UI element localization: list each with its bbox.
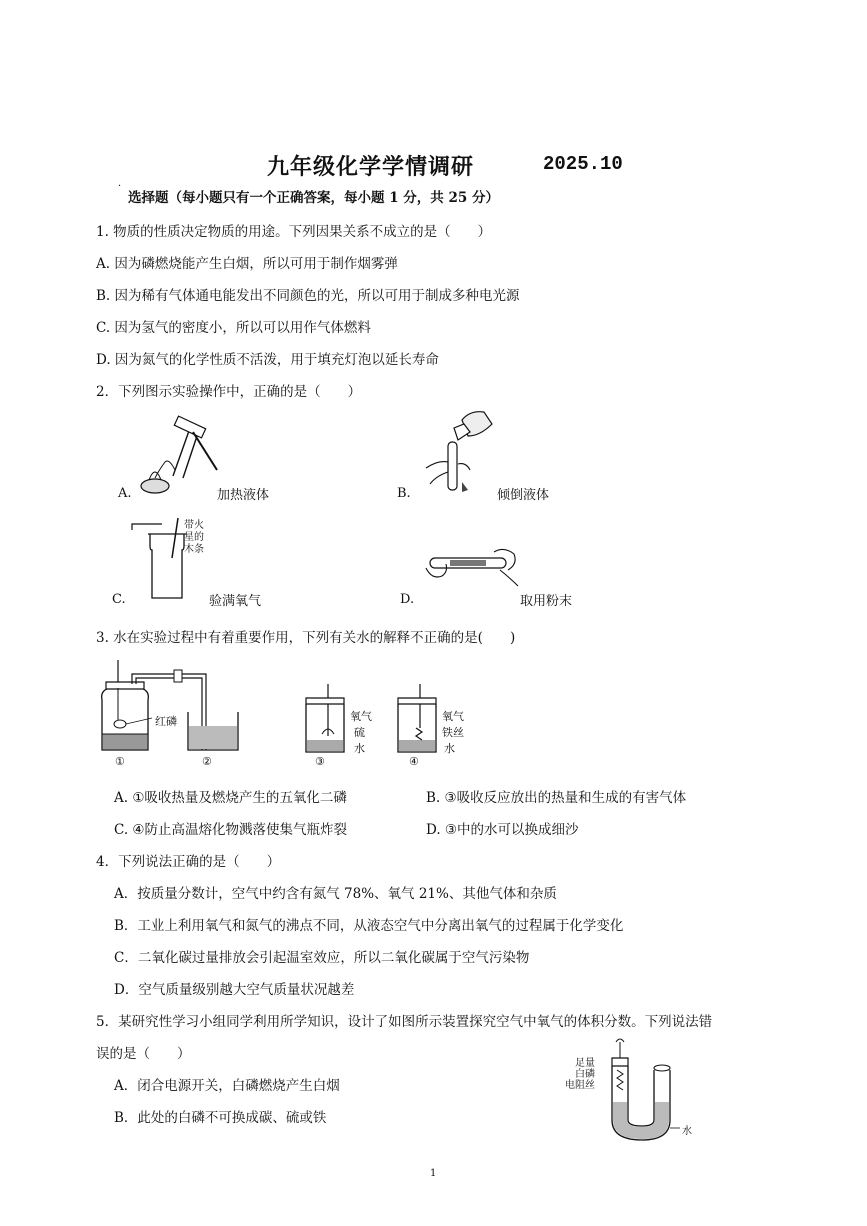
q3-option-b: B. ③吸收反应放出的热量和生成的有害气体 <box>426 790 687 806</box>
iron-wire-bottle-figure <box>392 684 442 756</box>
oxygen-check-figure <box>128 516 188 602</box>
label-red-phosphorus: 红磷 <box>155 715 177 728</box>
u-tube-water-label: 水 <box>682 1126 692 1137</box>
label-iron-wire: 铁丝 <box>442 726 464 739</box>
exam-title: 九年级化学学情调研 <box>267 154 475 180</box>
splint-label-line1: 带火 <box>184 520 204 531</box>
q2-a-caption: 加热液体 <box>217 488 270 503</box>
label-oxygen-4: 氧气 <box>442 710 464 723</box>
label-water-4: 水 <box>444 742 455 755</box>
u-tube-apparatus-figure <box>600 1036 690 1142</box>
q3-option-c: C. ④防止高温熔化物溅落使集气瓶炸裂 <box>114 822 348 838</box>
q3-option-a: A. ①吸收热量及燃烧产生的五氧化二磷 <box>114 790 347 806</box>
heating-liquid-figure <box>135 414 225 496</box>
phosphorus-apparatus-figure <box>96 660 256 756</box>
u-tube-label-line2: 白磷 <box>575 1069 595 1080</box>
q4-option-d: D．空气质量级别越大空气质量状况越差 <box>114 982 355 998</box>
taking-powder-figure <box>422 546 522 590</box>
q4-option-c: C．二氧化碳过量排放会引起温室效应，所以二氧化碳属于空气污染物 <box>114 950 530 966</box>
q2-stem: 2．下列图示实验操作中，正确的是（ ） <box>96 384 362 400</box>
q5-stem-line1: 5．某研究性学习小组同学利用所学知识，设计了如图所示装置探究空气中氧气的体积分数。下列说法错 <box>96 1014 713 1030</box>
q5-option-b: B．此处的白磷不可换成碳、硫或铁 <box>114 1110 327 1126</box>
q5-stem-line2: 误的是（ ） <box>96 1046 191 1062</box>
u-tube-label-line3: 电阻丝 <box>565 1080 595 1091</box>
label-oxygen-3: 氧气 <box>350 710 372 723</box>
u-tube-label-line1: 足量 <box>575 1058 595 1069</box>
label-num-2: ② <box>202 755 212 768</box>
q2-c-caption: 验满氧气 <box>209 594 262 609</box>
u-tube-label <box>565 1058 595 1091</box>
sulfur-bottle-figure <box>300 684 350 756</box>
q1-stem: 1. 物质的性质决定物质的用途。下列因果关系不成立的是（ ） <box>96 224 492 240</box>
q2-d-caption: 取用粉末 <box>520 594 573 609</box>
q3-stem: 3. 水在实验过程中有着重要作用，下列有关水的解释不正确的是( ) <box>96 630 516 646</box>
label-water-3: 水 <box>354 742 365 755</box>
section-heading: 选择题（每小题只有一个正确答案，每小题 1 分，共 25 分） <box>128 190 499 206</box>
label-num-4: ④ <box>409 755 419 768</box>
exam-date: 2025.10 <box>543 153 623 175</box>
label-sulfur: 硫 <box>354 726 365 739</box>
label-num-1: ① <box>115 755 125 768</box>
q5-option-a: A．闭合电源开关，白磷燃烧产生白烟 <box>114 1078 340 1094</box>
q2-d-letter: D. <box>400 592 415 607</box>
splint-label-line2: 星的 <box>184 532 204 543</box>
q4-option-b: B．工业上利用氧气和氮气的沸点不同，从液态空气中分离出氧气的过程属于化学变化 <box>114 918 624 934</box>
q1-option-c: C. 因为氢气的密度小，所以可以用作气体燃料 <box>96 320 371 336</box>
q4-option-a: A．按质量分数计，空气中约含有氮气 78%、氧气 21%、其他气体和杂质 <box>114 886 557 902</box>
q2-b-caption: 倾倒液体 <box>497 488 550 503</box>
q1-option-b: B. 因为稀有气体通电能发出不同颜色的光，所以可用于制成多种电光源 <box>96 288 520 304</box>
pouring-liquid-figure <box>418 406 498 498</box>
q3-option-d: D. ③中的水可以换成细沙 <box>426 822 579 838</box>
q2-c-letter: C. <box>112 592 126 607</box>
q4-stem: 4．下列说法正确的是（ ） <box>96 854 281 870</box>
page-number: 1 <box>430 1168 437 1179</box>
bullet-mark: · <box>118 181 122 192</box>
q1-option-d: D. 因为氮气的化学性质不活泼，用于填充灯泡以延长寿命 <box>96 352 439 368</box>
label-num-3: ③ <box>315 755 325 768</box>
q2-a-letter: A. <box>118 486 132 501</box>
q1-option-a: A. 因为磷燃烧能产生白烟，所以可用于制作烟雾弹 <box>96 256 398 272</box>
q2-b-letter: B. <box>397 486 411 501</box>
splint-label-line3: 木条 <box>184 544 204 555</box>
splint-label <box>184 520 204 556</box>
